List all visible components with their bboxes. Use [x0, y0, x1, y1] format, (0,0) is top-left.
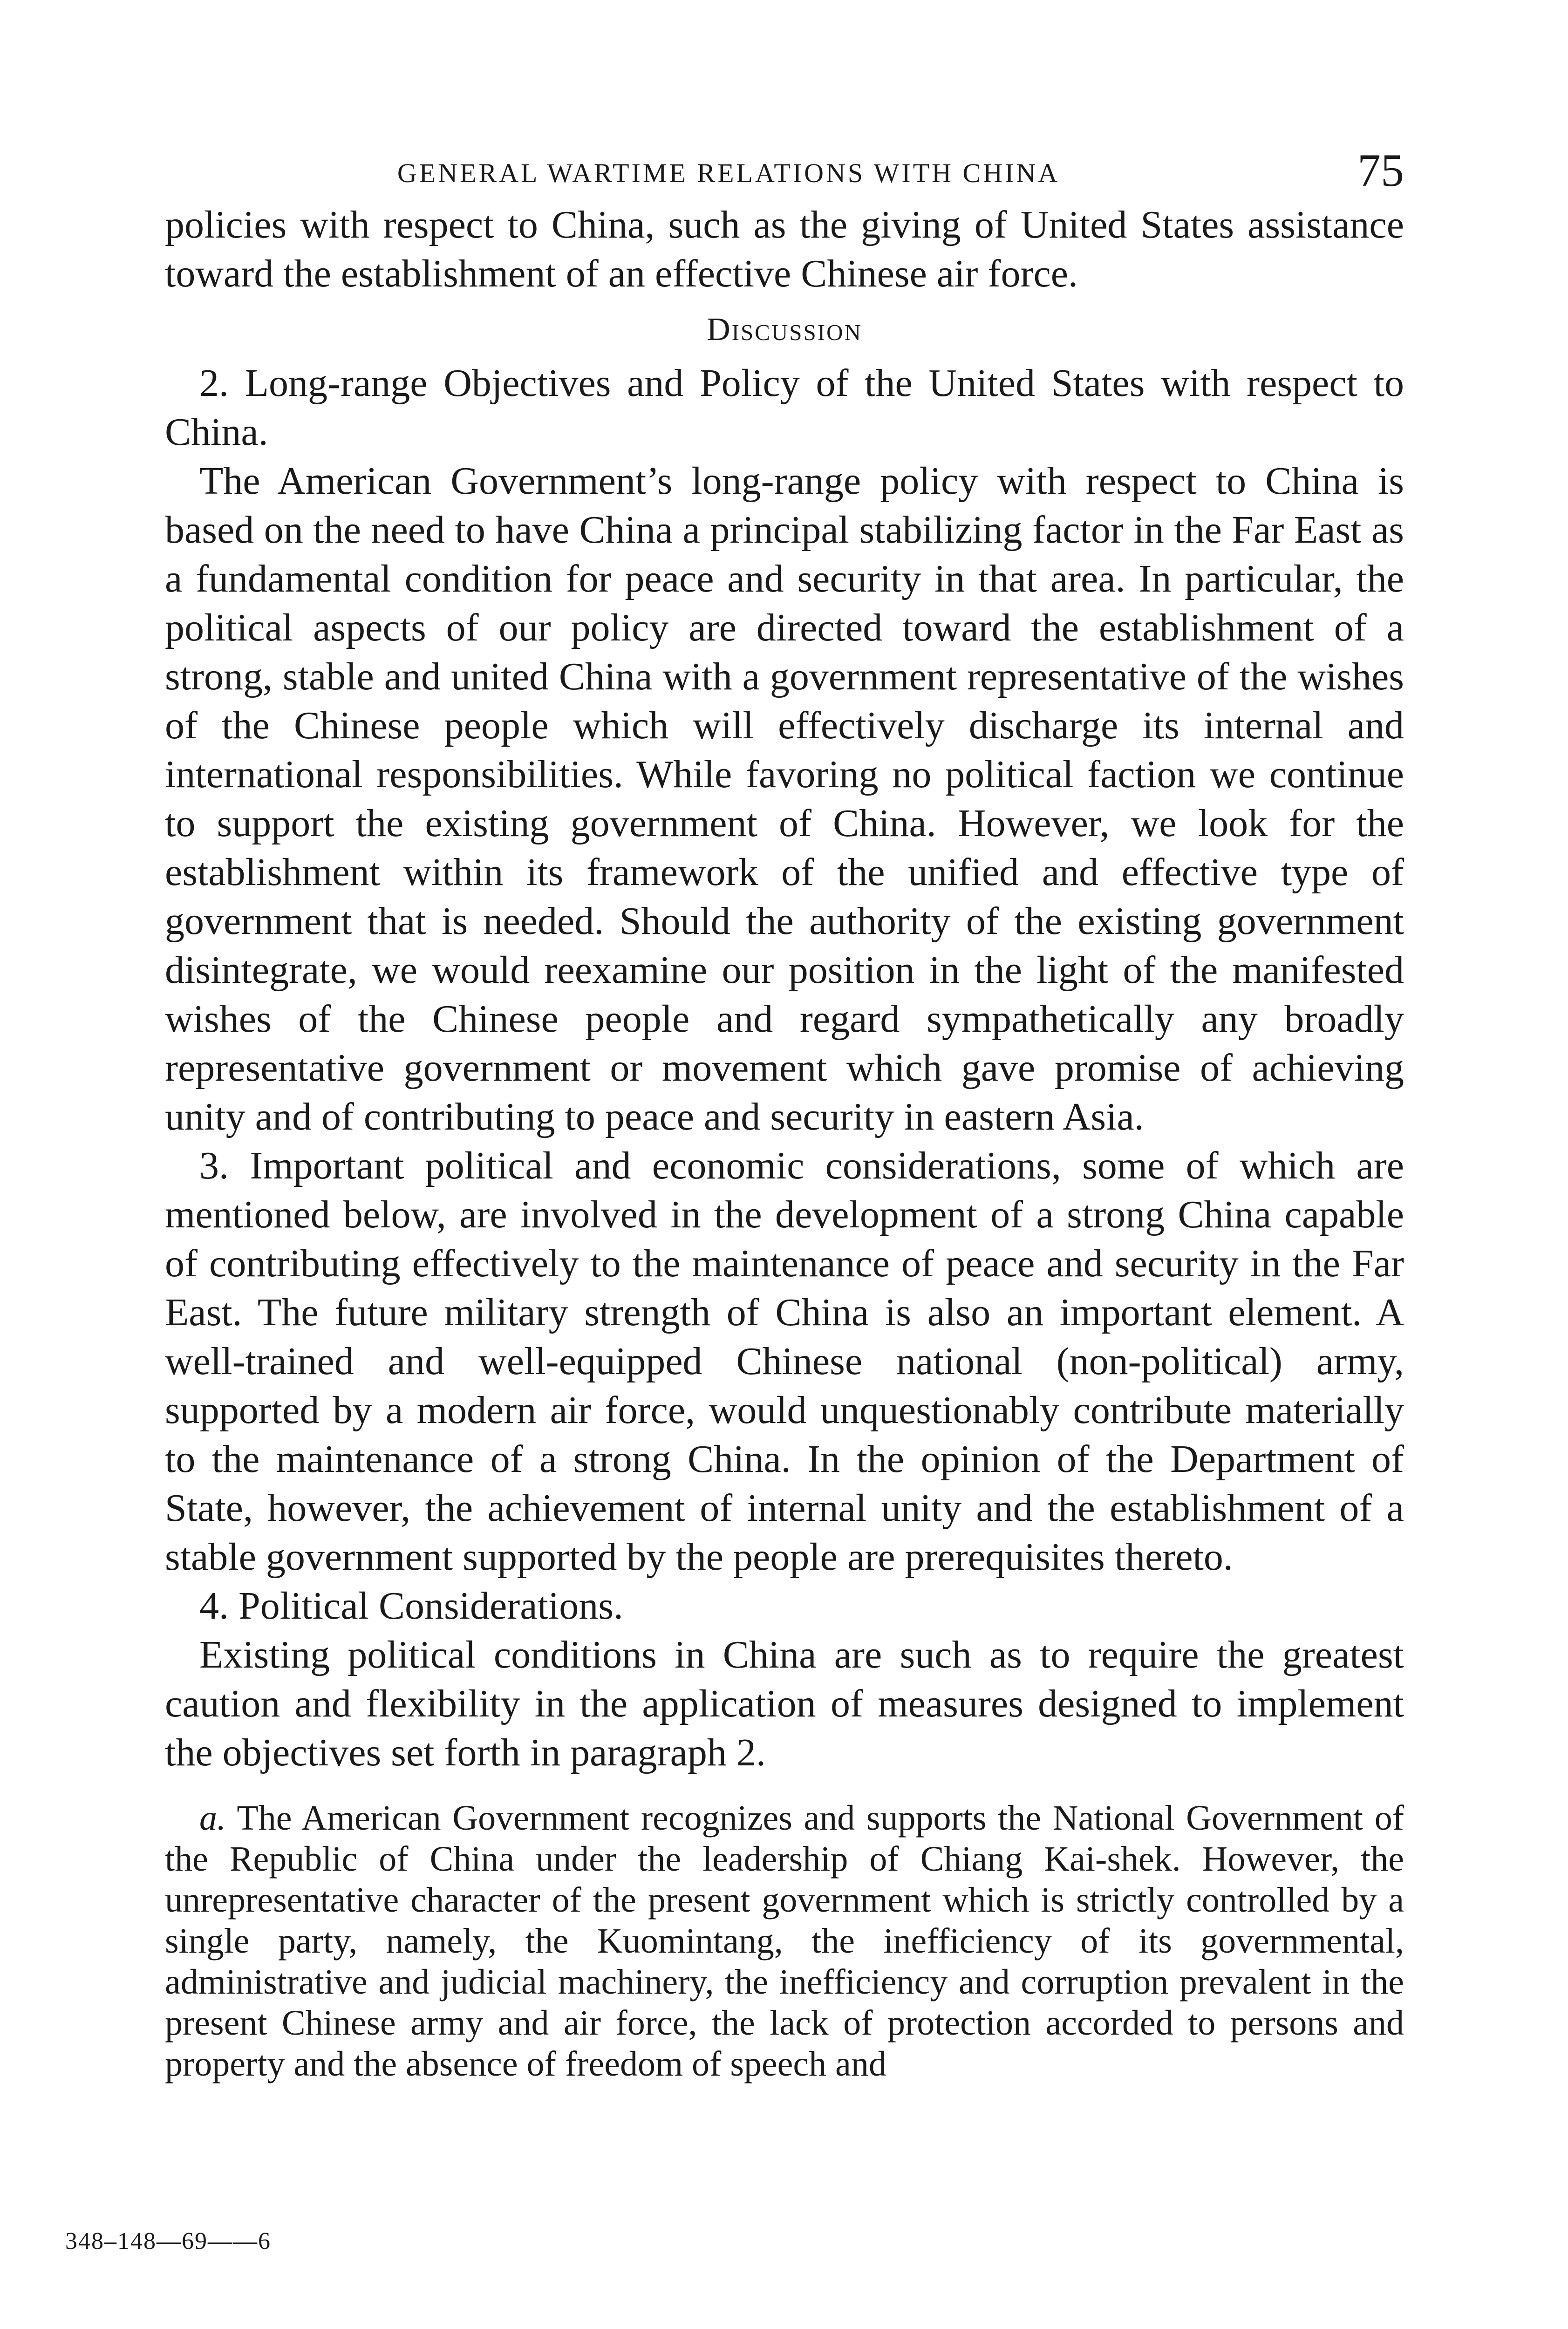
- section-heading: Discussion: [707, 312, 862, 347]
- subparagraph-a: [165, 1798, 1404, 2084]
- subparagraph-a-body: The American Government recognizes and supports the National Government of the Republic of China under the leadership of Chiang Kai-shek. However, the unrepresentative character of the present government which is strictly controlled by a single party, namely, the Kuomintang, the inefficiency of its governmental, administrative and judicial machinery, the inefficiency and corruption prevalent in the present Chinese army and air force, the lack of protection accorded to persons and property and the absence of freedom of speech and: [165, 1798, 1404, 2084]
- printer-mark: 348–148—69——6: [65, 2228, 271, 2254]
- intro-paragraph: policies with respect to China, such as the giving of United States assistance toward the establishment of an effective Chinese air force.: [165, 203, 1404, 295]
- main-text: [165, 200, 1404, 1777]
- paragraph-4-body: Existing political conditions in China are such as to require the greatest caution and flexibility in the application of measures designed to implement the objectives set forth in paragraph 2.: [165, 1633, 1404, 1774]
- paragraph-3: 3. Important political and economic considerations, some of which are mentioned below, are involved in the development of a strong China capable of contributing effectively to the maintenance of peace and security in the Far East. The future military strength of China is also an important element. A well-trained and well-equipped Chinese national (non-political) army, supported by a modern air force, would unquestionably contribute materially to the maintenance of a strong China. In the opinion of the Department of State, however, the achievement of internal unity and the establishment of a stable government supported by the people are prerequisites thereto.: [165, 1144, 1404, 1579]
- paragraph-4-heading: 4. Political Considerations.: [199, 1584, 623, 1628]
- subparagraph-a-label: a.: [199, 1798, 226, 1838]
- document-page: [165, 140, 1404, 2329]
- running-head: [165, 140, 1404, 200]
- paragraph-2-heading: 2. Long-range Objectives and Policy of the United States with respect to China.: [165, 361, 1404, 454]
- running-title: GENERAL WARTIME RELATIONS WITH CHINA: [397, 158, 1060, 188]
- page-number: 75: [1357, 144, 1404, 196]
- paragraph-2-body: The American Government’s long-range policy with respect to China is based on the need to have China a principal stabilizing factor in the Far East as a fundamental condition for peace and security in that area. In particular, the political aspects of our policy are directed toward the establishment of a strong, stable and united China with a government representative of the wishes of the Chinese people which will effectively discharge its internal and international responsibilities. While favoring no political faction we continue to support the existing government of China. However, we look for the establishment within its framework of the unified and effective type of government that is needed. Should the authority of the existing government disintegrate, we would reexamine our position in the light of the manifested wishes of the Chinese people and regard sympathetically any broadly representative government or movement which gave promise of achieving unity and of contributing to peace and security in eastern Asia.: [165, 459, 1404, 1138]
- spacer: [165, 1777, 1404, 1798]
- subparagraph-text: [165, 1798, 1404, 2084]
